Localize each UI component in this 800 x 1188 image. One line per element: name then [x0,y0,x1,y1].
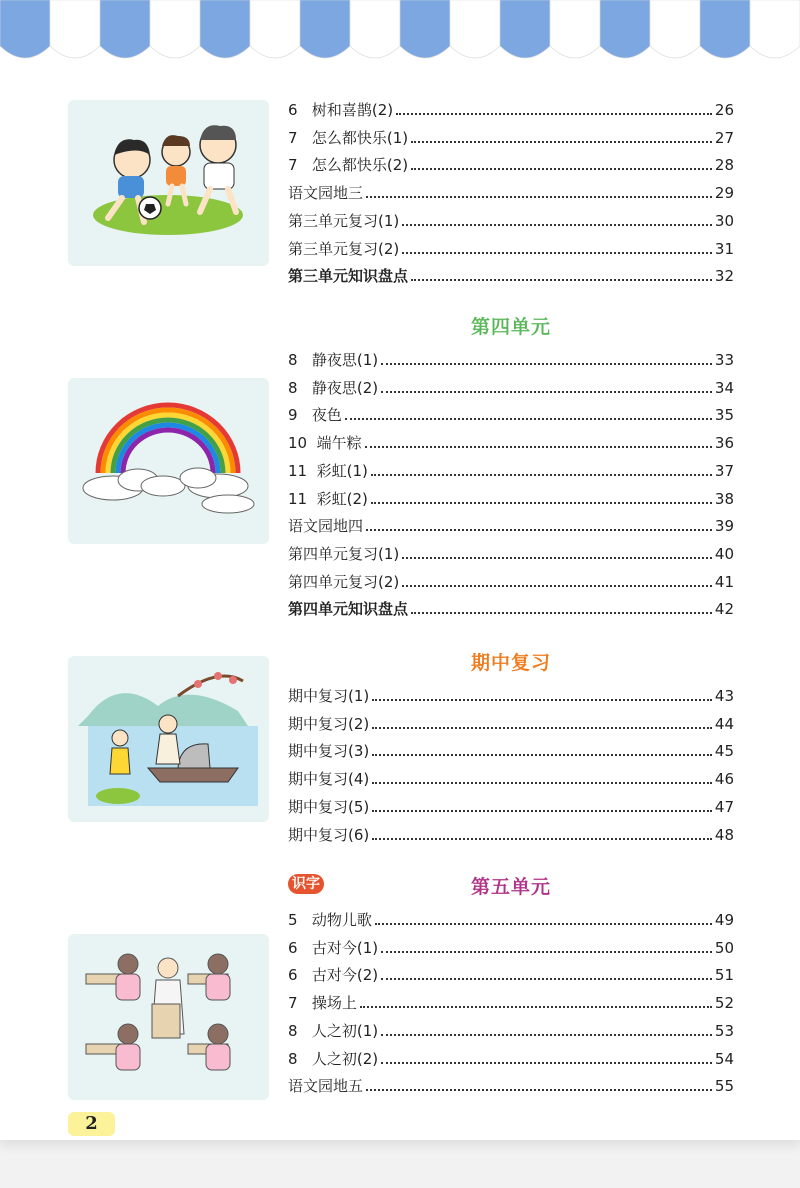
awning-stripe [50,0,100,58]
section-heading: 第五单元 [470,876,551,898]
toc-entry[interactable] [288,207,734,231]
awning-stripe [250,0,300,58]
dot-leader [360,1005,712,1008]
toc-entry[interactable] [288,540,734,564]
dot-leader [345,417,712,420]
toc-entry-title: 8 静夜思(1) [288,351,379,369]
toc-entry[interactable] [288,374,734,398]
toc-entry-page: 31 [714,240,734,258]
dot-leader [371,473,712,476]
toc-entry-page: 47 [714,798,734,816]
awning-stripe [650,0,700,58]
dot-leader [411,167,712,170]
awning-stripe [500,0,550,58]
awning-stripe [450,0,500,58]
toc-entry-title: 第四单元知识盘点 [288,600,409,618]
toc-entry-title: 第三单元复习(1) [288,212,400,230]
dot-leader [402,584,712,587]
toc-entry-title: 9 夜色 [288,406,342,424]
awning-stripe [100,0,150,58]
toc-entry-page: 36 [714,434,734,452]
toc-entry-title: 8 人之初(1) [288,1022,379,1040]
toc-entry-title: 10 端午粽 [288,434,362,452]
section-heading: 期中复习 [470,652,551,674]
toc-entry-page: 44 [714,715,734,733]
toc-entry[interactable] [288,793,734,817]
toc-entry-title: 期中复习(3) [288,742,370,760]
toc-entry[interactable] [288,568,734,592]
toc-entry-title: 第三单元复习(2) [288,240,400,258]
page-number: 2 [68,1112,115,1136]
toc-entry[interactable] [288,262,734,286]
toc-entry[interactable] [288,429,734,453]
toc-entry-page: 49 [714,911,734,929]
toc-entry-page: 46 [714,770,734,788]
toc-entry-page: 40 [714,545,734,563]
lake-boat-scene-illustration [68,656,269,822]
dot-leader [402,251,712,254]
dot-leader [411,611,712,614]
awning-stripe [600,0,650,58]
toc-entry-page: 50 [714,939,734,957]
toc-entry-title: 期中复习(6) [288,826,370,844]
dot-leader [366,528,712,531]
toc-entry-page: 26 [714,101,734,119]
dot-leader [372,837,712,840]
toc-entry[interactable] [288,989,734,1013]
dot-leader [365,445,712,448]
toc-entry-page: 28 [714,156,734,174]
toc-entry-title: 第三单元知识盘点 [288,267,409,285]
toc-entry-title: 8 静夜思(2) [288,379,379,397]
toc-entry-page: 35 [714,406,734,424]
awning-stripe [700,0,750,58]
toc-entry[interactable] [288,401,734,425]
awning-stripe [150,0,200,58]
toc-entry[interactable] [288,934,734,958]
toc-entry-title: 语文园地四 [288,517,364,535]
toc-entry-page: 32 [714,267,734,285]
toc-entry[interactable] [288,1045,734,1069]
toc-entry-title: 6 树和喜鹊(2) [288,101,394,119]
toc-entry-title: 第四单元复习(1) [288,545,400,563]
toc-entry-page: 43 [714,687,734,705]
toc-entry[interactable] [288,235,734,259]
toc-entry-page: 53 [714,1022,734,1040]
toc-entry[interactable] [288,96,734,120]
toc-entry-page: 37 [714,462,734,480]
toc-entry-title: 6 古对今(1) [288,939,379,957]
awning-stripe [200,0,250,58]
toc-entry-page: 27 [714,129,734,147]
dot-leader [402,556,712,559]
toc-entry[interactable] [288,179,734,203]
toc-entry[interactable] [288,682,734,706]
dot-leader [372,753,712,756]
awning-stripe [300,0,350,58]
rainbow-clouds-illustration [68,378,269,544]
toc-entry-page: 42 [714,600,734,618]
dot-leader [366,1088,712,1091]
dot-leader [381,1033,712,1036]
toc-entry-title: 6 古对今(2) [288,966,379,984]
toc-entry-title: 11 彩虹(1) [288,462,368,480]
toc-entry[interactable] [288,961,734,985]
toc-entry-page: 33 [714,351,734,369]
toc-entry-title: 语文园地五 [288,1077,364,1095]
awning-stripe [350,0,400,58]
dot-leader [381,1061,712,1064]
dot-leader [381,362,712,365]
toc-entry[interactable] [288,710,734,734]
dot-leader [381,390,712,393]
toc-entry-title: 8 人之初(2) [288,1050,379,1068]
toc-entry[interactable] [288,1017,734,1041]
toc-entry-title: 期中复习(1) [288,687,370,705]
awning-stripe [400,0,450,58]
toc-entry-page: 30 [714,212,734,230]
dot-leader [381,950,712,953]
toc-entry-title: 11 彩虹(2) [288,490,368,508]
toc-entry[interactable] [288,485,734,509]
dot-leader [372,698,712,701]
classroom-teacher-illustration [68,934,269,1100]
toc-entry-page: 55 [714,1077,734,1095]
awning-decoration [0,0,800,90]
awning-stripe [0,0,50,58]
toc-entry[interactable] [288,512,734,536]
toc-entry-page: 39 [714,517,734,535]
toc-entry-page: 52 [714,994,734,1012]
toc-entry-title: 第四单元复习(2) [288,573,400,591]
toc-entry[interactable] [288,821,734,845]
toc-entry-page: 45 [714,742,734,760]
toc-entry[interactable] [288,151,734,175]
toc-entry-page: 29 [714,184,734,202]
toc-entry-title: 7 怎么都快乐(1) [288,129,409,147]
dot-leader [366,195,712,198]
toc-entry-title: 7 操场上 [288,994,357,1012]
dot-leader [375,922,712,925]
toc-entry[interactable] [288,457,734,481]
toc-entry-title: 期中复习(5) [288,798,370,816]
dot-leader [411,278,712,281]
toc-entry-page: 34 [714,379,734,397]
toc-entry-page: 38 [714,490,734,508]
toc-entry[interactable] [288,906,734,930]
toc-entry-title: 期中复习(4) [288,770,370,788]
toc-entry-title: 语文园地三 [288,184,364,202]
toc-entry[interactable] [288,765,734,789]
toc-entry-page: 51 [714,966,734,984]
toc-entry[interactable] [288,595,734,619]
toc-entry[interactable] [288,1072,734,1096]
dot-leader [411,140,712,143]
toc-entry-page: 54 [714,1050,734,1068]
kids-playing-soccer-illustration [68,100,269,266]
toc-entry-title: 5 动物儿歌 [288,911,372,929]
dot-leader [396,112,712,115]
toc-entry-title: 7 怎么都快乐(2) [288,156,409,174]
toc-entry-title: 期中复习(2) [288,715,370,733]
dot-leader [381,977,712,980]
dot-leader [371,501,712,504]
dot-leader [402,223,712,226]
toc-entry[interactable] [288,124,734,148]
toc-entry-page: 48 [714,826,734,844]
dot-leader [372,781,712,784]
toc-entry[interactable] [288,346,734,370]
toc-entry-page: 41 [714,573,734,591]
section-badge: 识字 [288,874,324,894]
dot-leader [372,726,712,729]
dot-leader [372,809,712,812]
toc-entry[interactable] [288,737,734,761]
awning-stripe [750,0,800,58]
section-heading: 第四单元 [470,316,551,338]
awning-stripe [550,0,600,58]
